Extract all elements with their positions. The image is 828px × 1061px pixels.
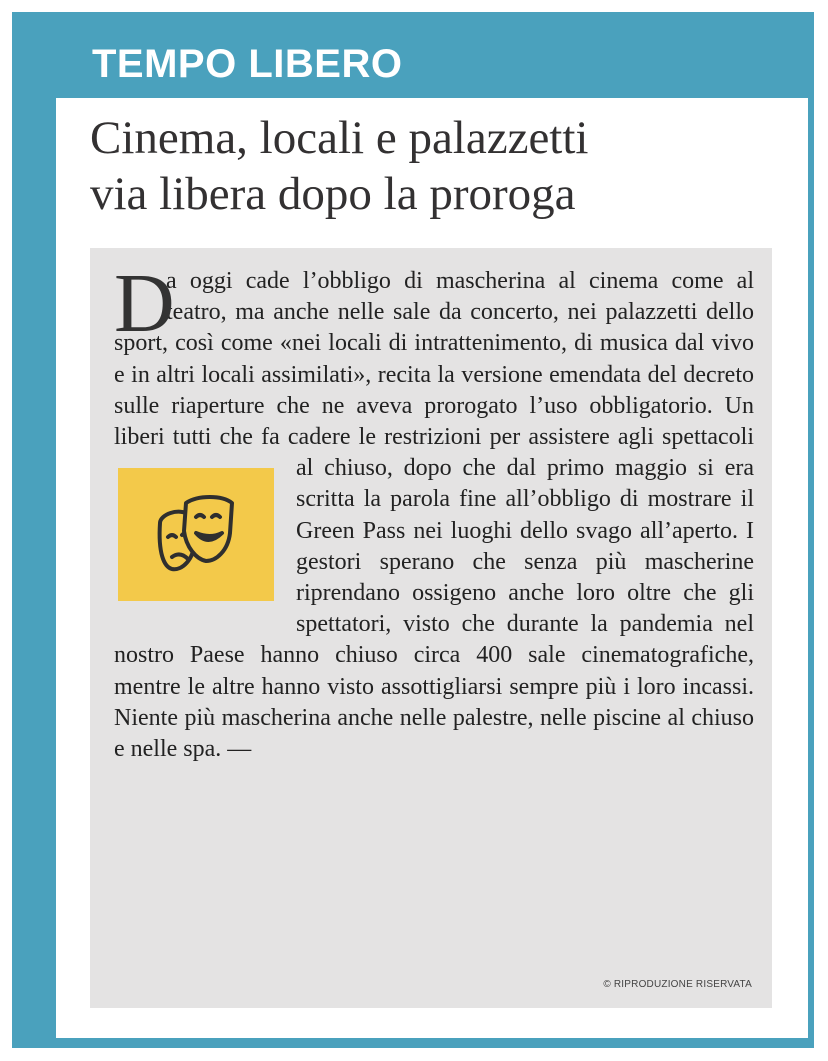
theater-masks-image	[118, 468, 274, 601]
section-title: TEMPO LIBERO	[92, 42, 403, 86]
headline-line-1: Cinema, locali e palazzetti	[90, 112, 589, 164]
article-card	[56, 98, 808, 1038]
drop-cap: D	[114, 257, 175, 350]
article-paragraph: a oggi cade l’obbligo di mascherina al cinema come al teatro, ma anche nelle sale da concerto, nei palazzetti dello sport, così come «nei locali di intrattenimento, di musica dal vivo e in altri locali assimilati», recita la versione emendata del decreto sulle riaperture che ne aveva prorogato l’uso obbligatorio. Un liberi tutti che fa cadere le restrizioni per assistere agli spettacoli al chiuso, dopo che dal primo maggio si era scritta la parola fine all’obbligo di mostrare il Green Pass nei luoghi dello svago all’aperto. I gestori sperano che senza più mascherine riprendano ossigeno anche loro oltre che gli spettatori, visto che durante la pandemia nel nostro Paese hanno chiuso circa 400 sale cinematografiche, mentre le altre hanno visto assottigliarsi sempre più i loro incassi. Niente più mascherina anche nelle palestre, nelle piscine al chiuso e nelle spa. —	[114, 268, 754, 763]
headline-line-2: via libera dopo la proroga	[90, 168, 576, 220]
article-text	[114, 257, 754, 765]
article-body-box	[90, 248, 772, 1008]
copyright-notice: © RIPRODUZIONE RISERVATA	[603, 979, 752, 990]
headline	[90, 110, 790, 222]
image-wrap	[114, 464, 296, 620]
theater-masks-icon	[146, 485, 246, 585]
page-frame	[12, 12, 814, 1048]
